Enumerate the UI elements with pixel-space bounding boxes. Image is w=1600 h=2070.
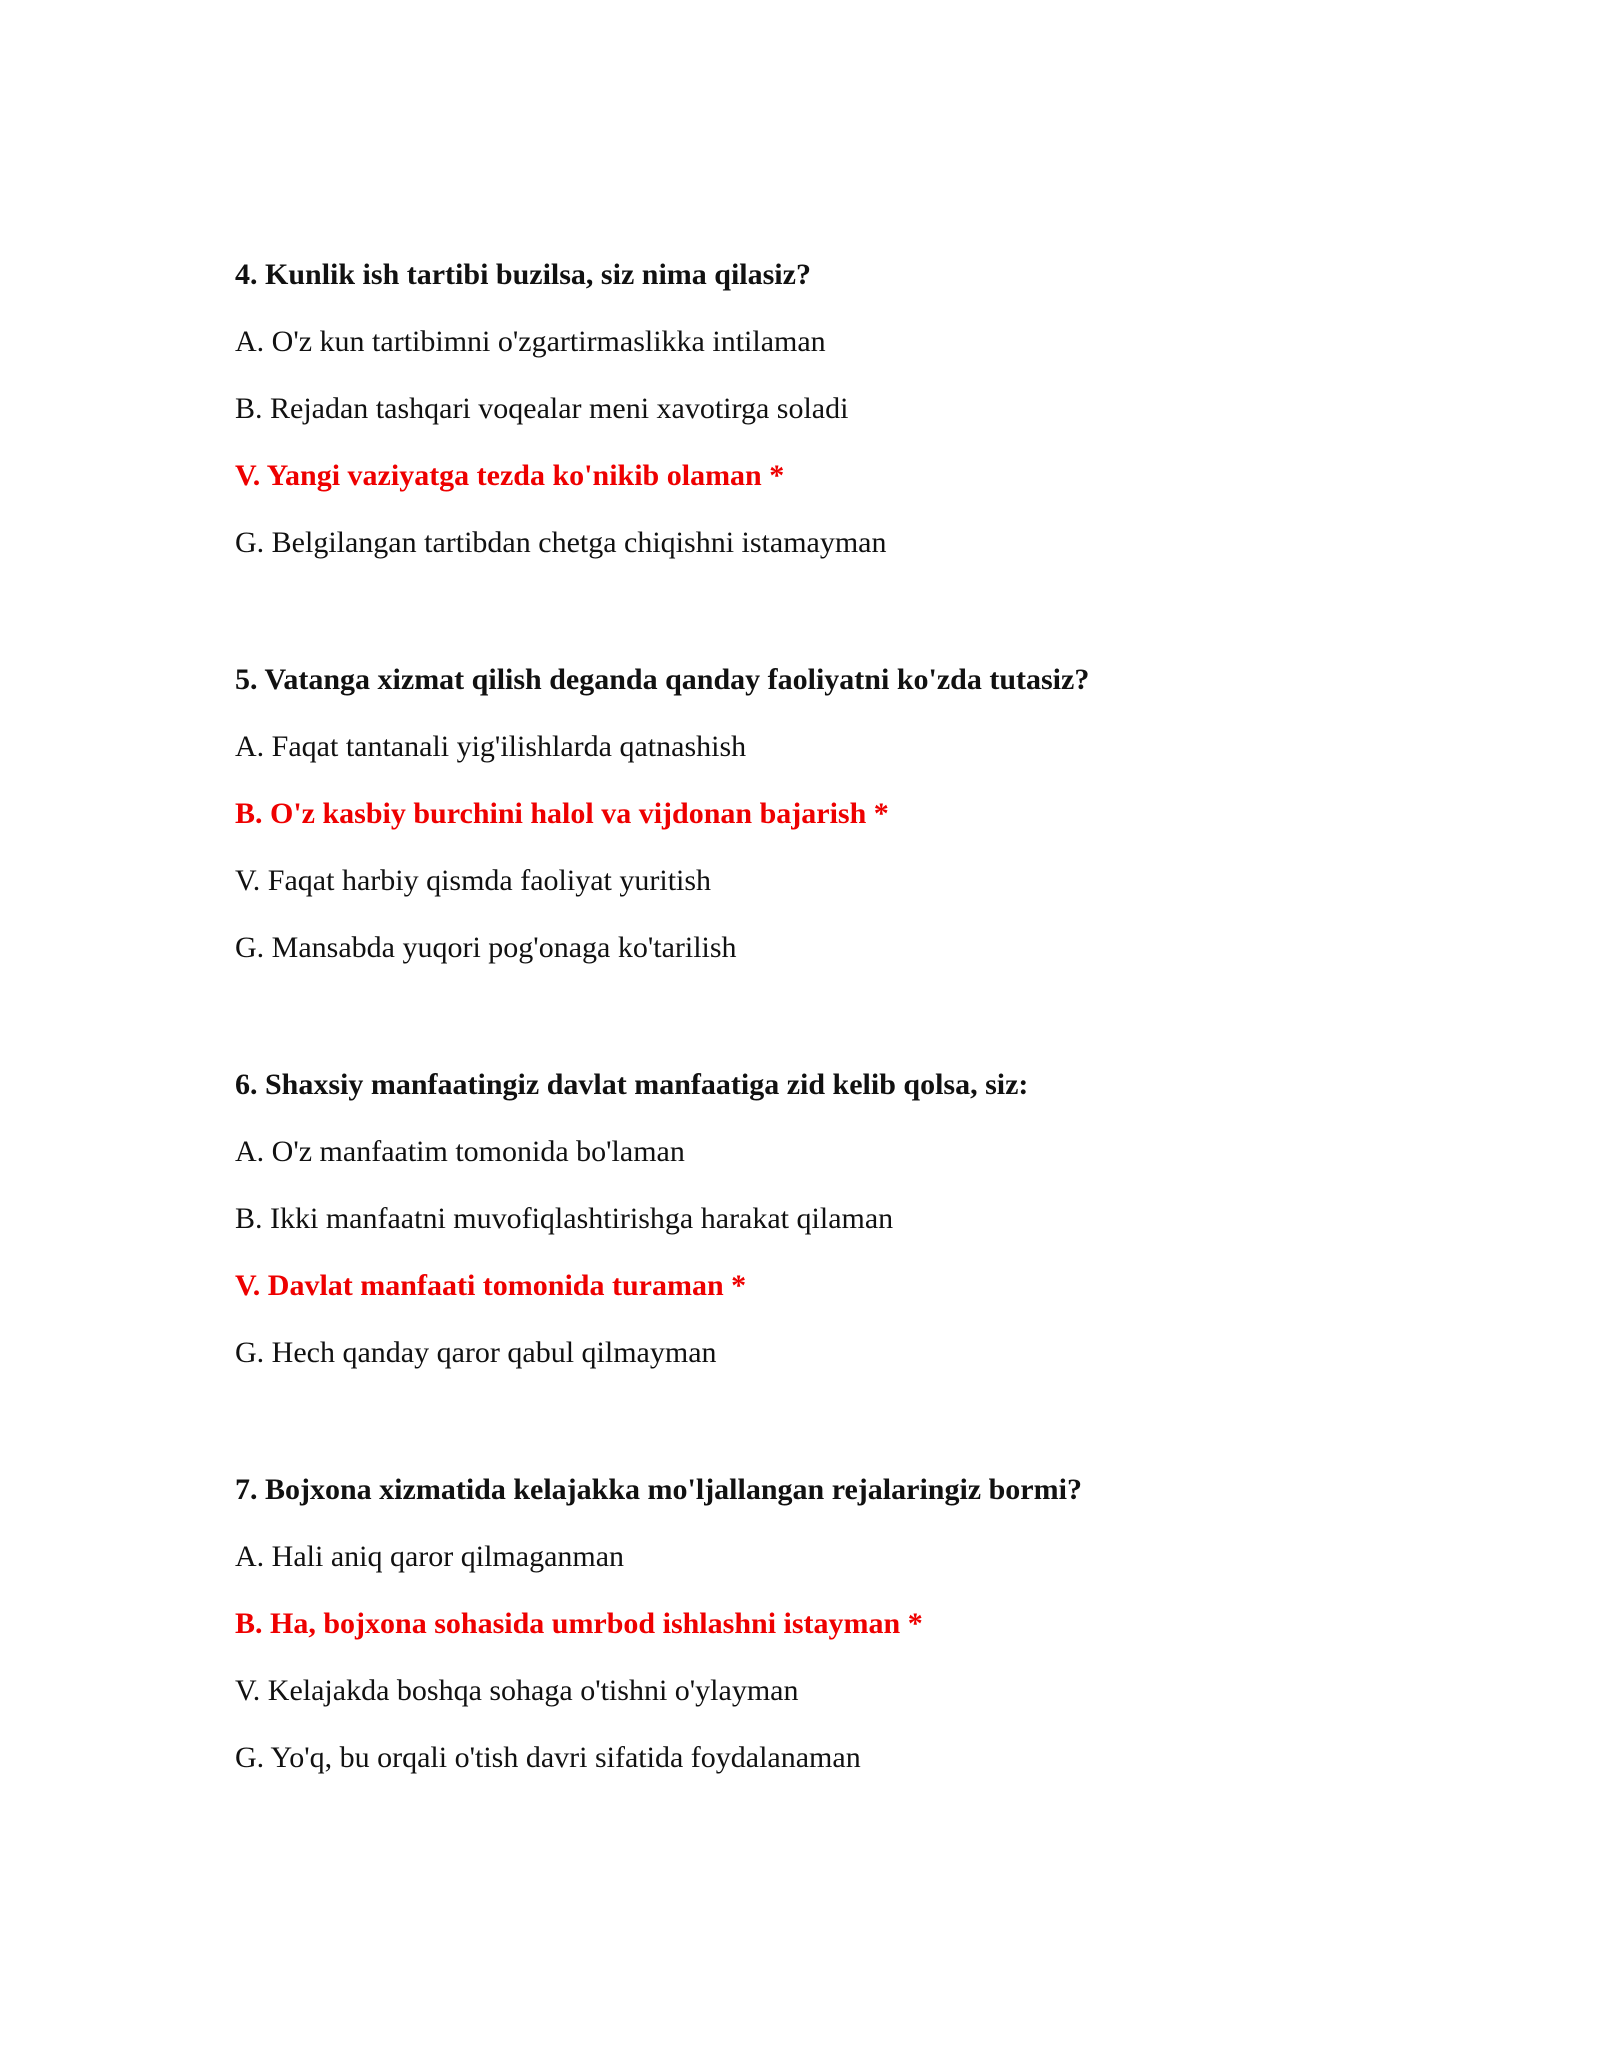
question-title: 4. Kunlik ish tartibi buzilsa, siz nima qilasiz? (235, 258, 811, 291)
answer-option: A. Hali aniq qaror qilmaganman (235, 1540, 625, 1573)
question-title: 6. Shaxsiy manfaatingiz davlat manfaatiga zid kelib qolsa, siz: (235, 1068, 1029, 1101)
answer-option: G. Belgilangan tartibdan chetga chiqishni istamayman (235, 526, 887, 559)
correct-answer-option: B. O'z kasbiy burchini halol va vijdonan bajarish * (235, 797, 889, 830)
answer-option: V. Kelajakda boshqa sohaga o'tishni o'ylayman (235, 1674, 799, 1707)
answer-option: G. Yo'q, bu orqali o'tish davri sifatida foydalanaman (235, 1741, 861, 1774)
question-title: 7. Bojxona xizmatida kelajakka mo'ljallangan rejalaringiz bormi? (235, 1473, 1082, 1506)
correct-answer-option: V. Yangi vaziyatga tezda ko'nikib olaman * (235, 459, 785, 492)
question-block (235, 1473, 1435, 1775)
question-block (235, 258, 1435, 560)
correct-answer-option: B. Ha, bojxona sohasida umrbod ishlashni istayman * (235, 1607, 923, 1640)
answer-option: B. Ikki manfaatni muvofiqlashtirishga harakat qilaman (235, 1202, 894, 1235)
answer-option: G. Hech qanday qaror qabul qilmayman (235, 1336, 717, 1369)
answer-option: G. Mansabda yuqori pog'onaga ko'tarilish (235, 931, 737, 964)
answer-option: B. Rejadan tashqari voqealar meni xavotirga soladi (235, 392, 849, 425)
answer-option: A. O'z kun tartibimni o'zgartirmaslikka intilaman (235, 325, 826, 358)
answer-option: A. O'z manfaatim tomonida bo'laman (235, 1135, 685, 1168)
correct-answer-option: V. Davlat manfaati tomonida turaman * (235, 1269, 747, 1302)
question-block (235, 663, 1435, 965)
question-block (235, 1068, 1435, 1370)
answer-option: V. Faqat harbiy qismda faoliyat yuritish (235, 864, 712, 897)
answer-option: A. Faqat tantanali yig'ilishlarda qatnashish (235, 730, 747, 763)
question-title: 5. Vatanga xizmat qilish deganda qanday faoliyatni ko'zda tutasiz? (235, 663, 1090, 696)
